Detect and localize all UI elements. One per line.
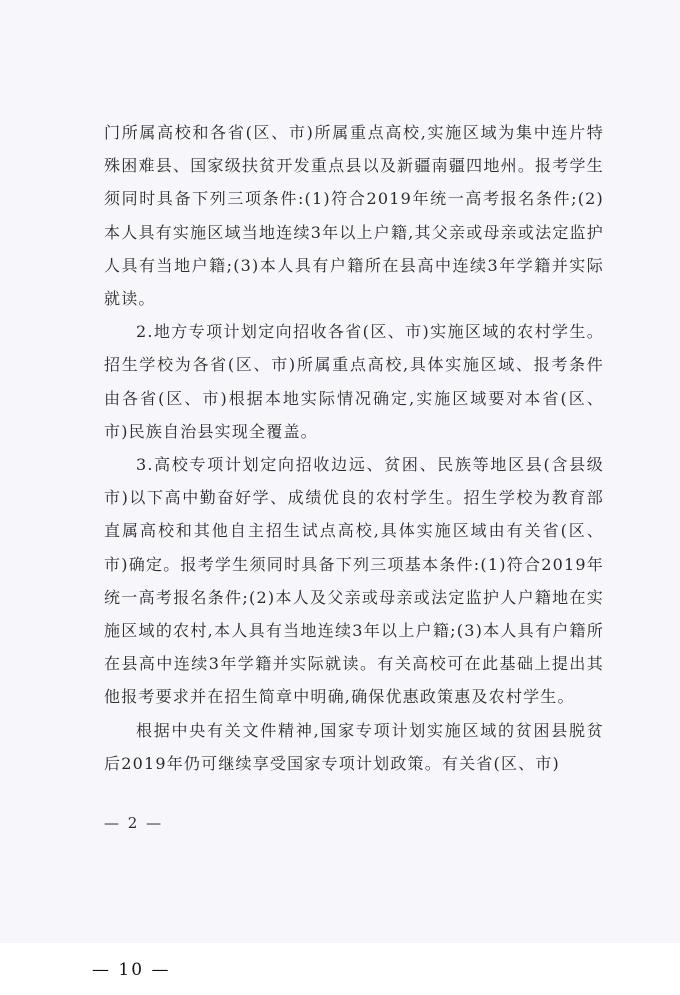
paragraph-continuation: 门所属高校和各省(区、市)所属重点高校,实施区域为集中连片特殊困难县、国家级扶贫开发重点县以及新疆南疆四地州。报考学生须同时具备下列三项条件:(1)符合2019年统一高考报名条件;(2)本人具有实施区域当地连续3年以上户籍,其父亲或母亲或法定监护人具有当地户籍;(3)本人具有户籍所在县高中连续3年学籍并实际就读。 [104, 123, 604, 309]
paragraph-central-policy: 根据中央有关文件精神,国家专项计划实施区域的贫困县脱贫后2019年仍可继续享受国家专项计划政策。有关省(区、市) [104, 720, 604, 773]
document-body [104, 116, 604, 780]
outer-page-number: — 10 — [92, 960, 171, 980]
paragraph-university-special-plan: 3.高校专项计划定向招收边远、贫困、民族等地区县(含县级市)以下高中勤奋好学、成绩优良的农村学生。招生学校为教育部直属高校和其他自主招生试点高校,具体实施区域由有关省(区、市)确定。报考学生须同时具备下列三项基本条件:(1)符合2019年统一高考报名条件;(2)本人及父亲或母亲或法定监护人户籍地在实施区域的农村,本人具有当地连续3年以上户籍;(3)本人具有户籍所在县高中连续3年学籍并实际就读。有关高校可在此基础上提出其他报考要求并在招生简章中明确,确保优惠政策惠及农村学生。 [104, 455, 604, 707]
scan-page-number: — 2 — [104, 814, 164, 832]
paragraph-local-special-plan: 2.地方专项计划定向招收各省(区、市)实施区域的农村学生。招生学校为各省(区、市)所属重点高校,具体实施区域、报考条件由各省(区、市)根据本地实际情况确定,实施区域要对本省(区、市)民族自治县实现全覆盖。 [104, 322, 604, 441]
